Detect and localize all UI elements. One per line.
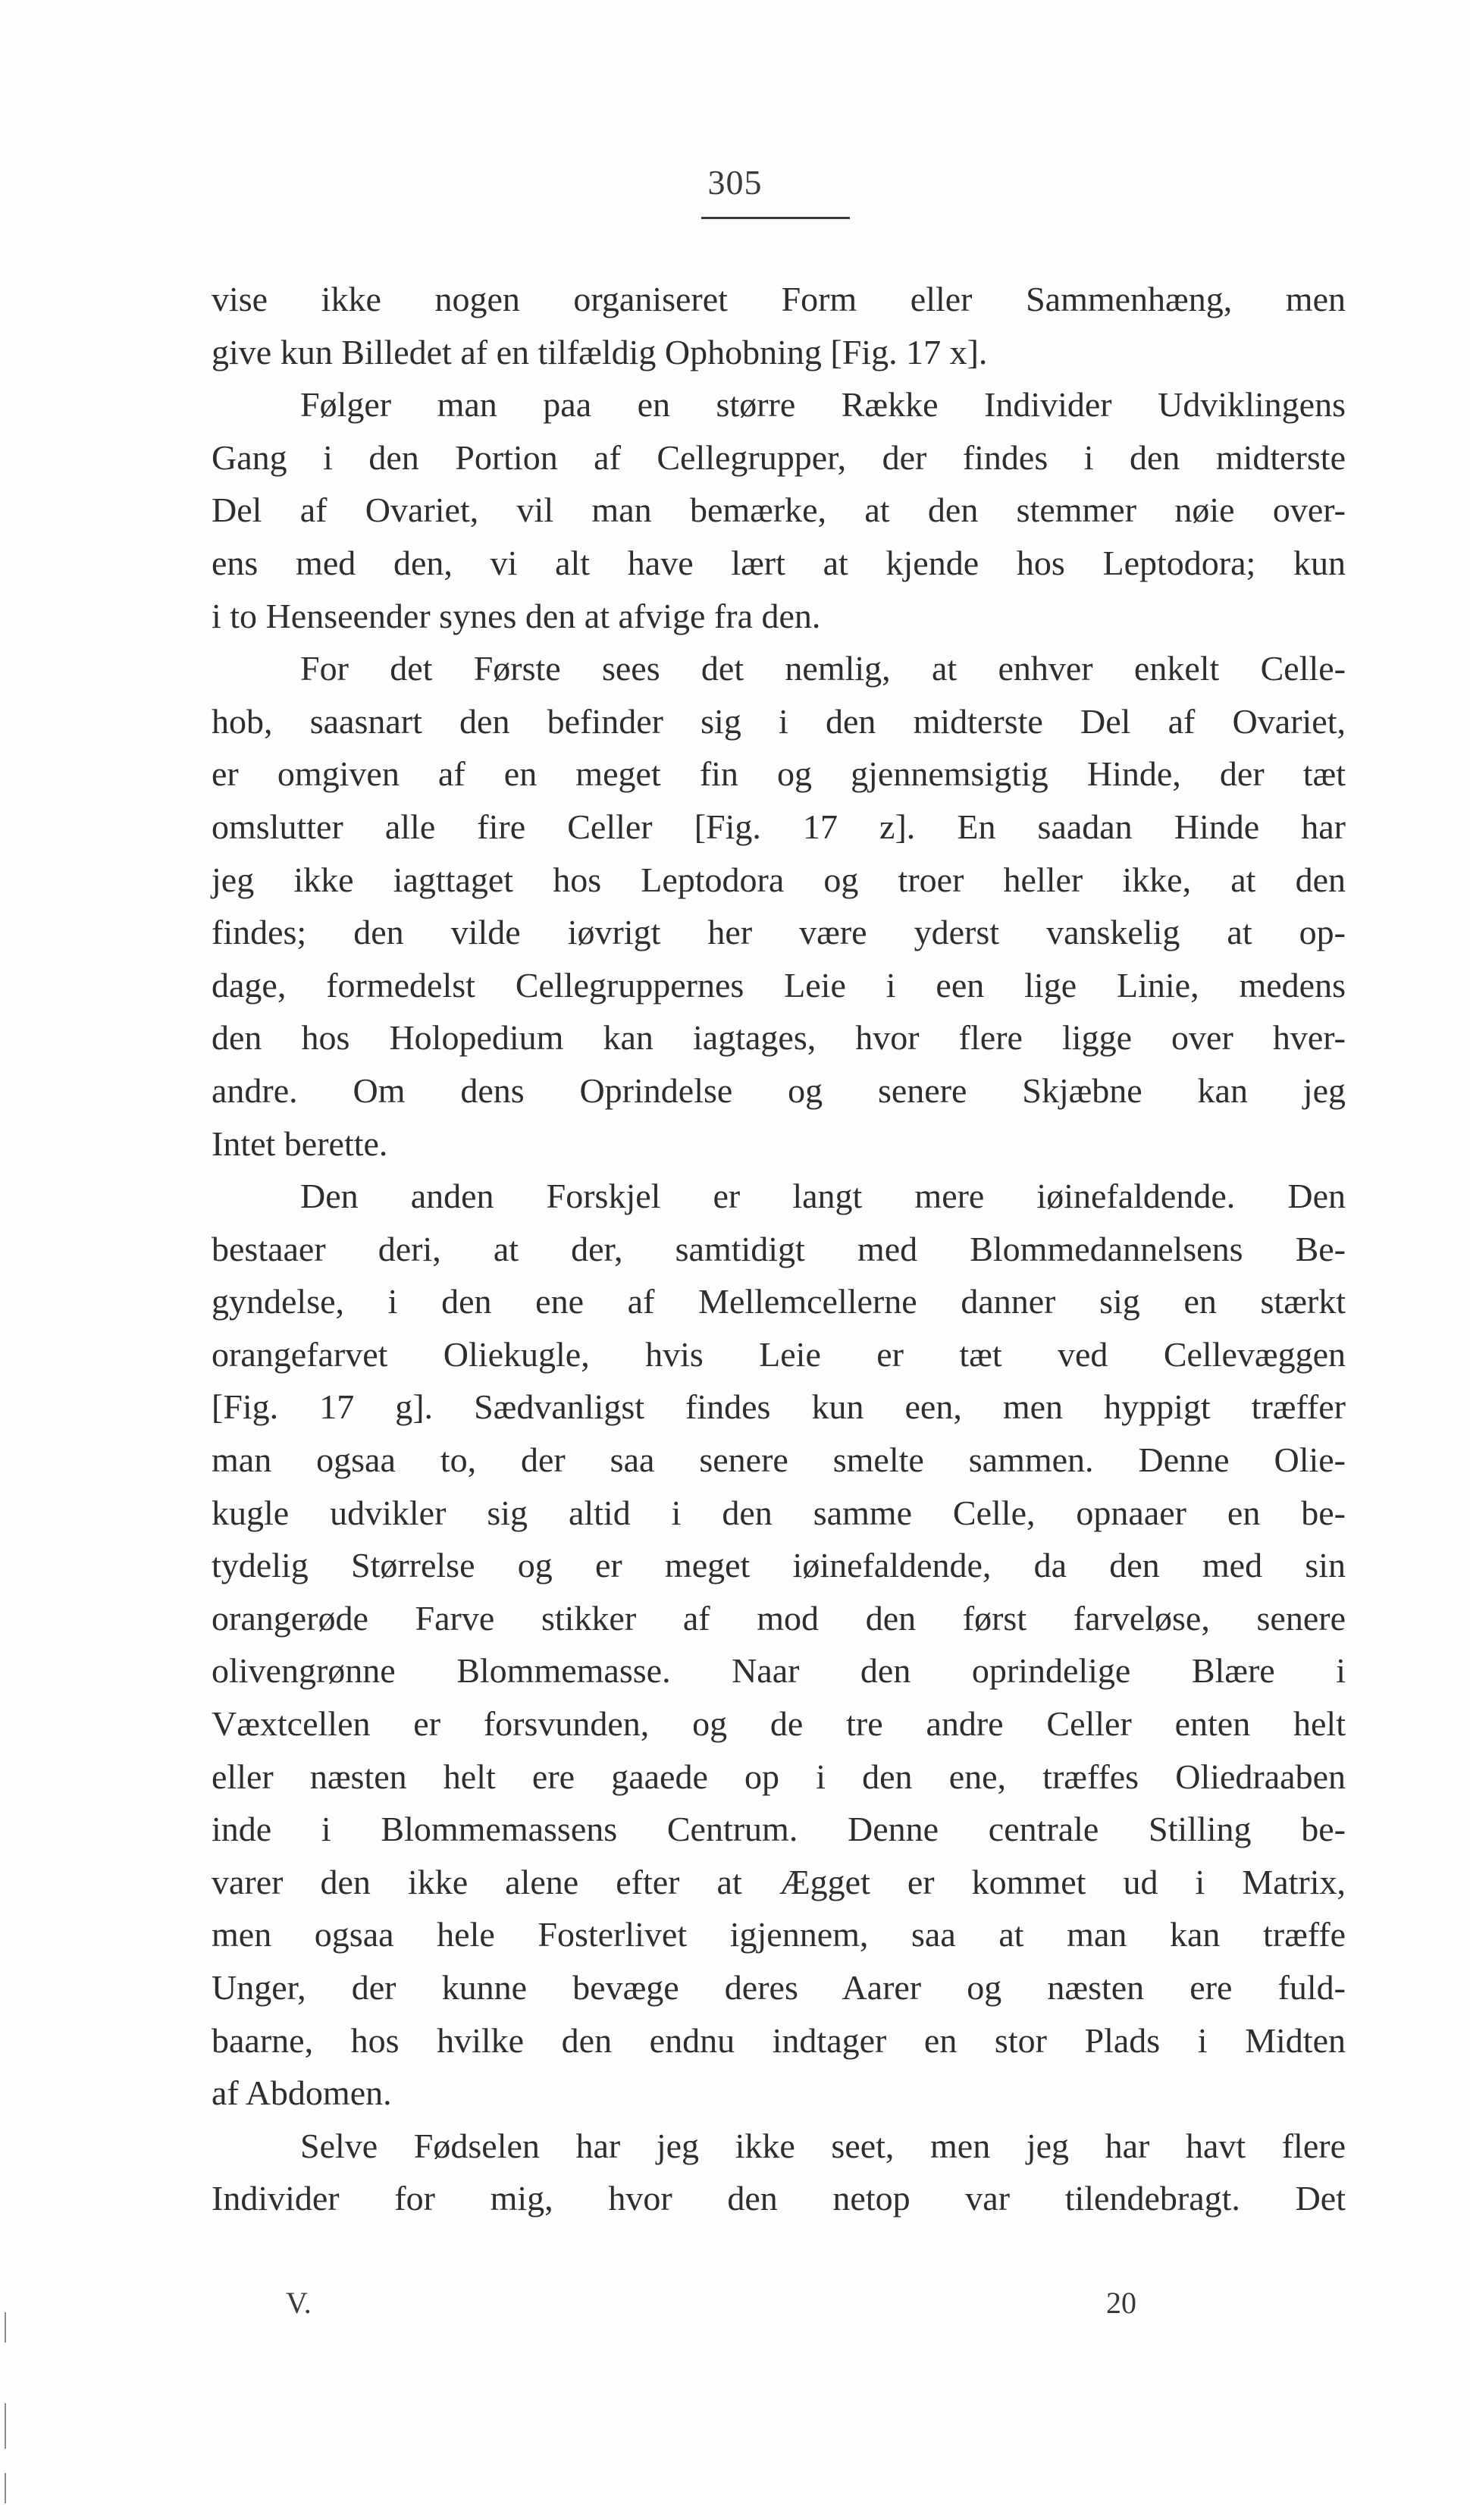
text-line: man ogsaa to, der saa senere smelte sammen. Denne Olie- <box>212 1440 1346 1480</box>
text-line: jeg ikke iagttaget hos Leptodora og troer heller ikke, at den <box>212 860 1346 899</box>
text-line: den hos Holopedium kan iagtages, hvor flere ligge over hver- <box>212 1018 1346 1058</box>
text-line: orangefarvet Oliekugle, hvis Leie er tæt ved Cellevæggen <box>212 1334 1346 1374</box>
text-line: Gang i den Portion af Cellegrupper, der findes i den midterste <box>212 437 1346 477</box>
text-line: hob, saasnart den befinder sig i den midterste Del af Ovariet, <box>212 701 1346 741</box>
text-line: bestaaer deri, at der, samtidigt med Blommedannelsens Be- <box>212 1229 1346 1268</box>
header-rule <box>701 217 850 219</box>
text-line: give kun Billedet af en tilfældig Ophobning [Fig. 17 x]. <box>212 332 988 371</box>
text-line: orangerøde Farve stikker af mod den først farveløse, senere <box>212 1598 1346 1638</box>
text-line: baarne, hos hvilke den endnu indtager en stor Plads i Midten <box>212 2020 1346 2060</box>
text-line: Individer for mig, hvor den netop var tilendebragt. Det <box>212 2179 1346 2218</box>
text-line: Intet berette. <box>212 1124 388 1163</box>
text-line: [Fig. 17 g]. Sædvanligst findes kun een, men hyppigt træffer <box>212 1387 1346 1427</box>
binding-mark <box>5 2473 6 2503</box>
text-line: Selve Fødselen har jeg ikke seet, men jeg har havt flere <box>300 2126 1346 2165</box>
text-line: Følger man paa en større Række Individer Udviklingens <box>300 385 1346 425</box>
text-line: dage, formedelst Cellegruppernes Leie i een lige Linie, medens <box>212 965 1346 1005</box>
text-line: gyndelse, i den ene af Mellemcellerne danner sig en stærkt <box>212 1282 1346 1321</box>
text-line: Væxtcellen er forsvunden, og de tre andre Celler enten helt <box>212 1704 1346 1744</box>
text-line: For det Første sees det nemlig, at enhver enkelt Celle- <box>300 649 1346 688</box>
text-line: kugle udvikler sig altid i den samme Celle, opnaaer en be- <box>212 1493 1346 1532</box>
text-line: eller næsten helt ere gaaede op i den ene, træffes Oliedraaben <box>212 1757 1346 1796</box>
body-text <box>212 273 1346 2225</box>
text-line: omslutter alle fire Celler [Fig. 17 z]. En saadan Hinde har <box>212 807 1346 846</box>
text-line: ens med den, vi alt have lært at kjende hos Leptodora; kun <box>212 543 1346 582</box>
text-line: Den anden Forskjel er langt mere iøinefaldende. Den <box>300 1177 1346 1216</box>
text-line: varer den ikke alene efter at Ægget er kommet ud i Matrix, <box>212 1862 1346 1901</box>
text-line: tydelig Størrelse og er meget iøinefaldende, da den med sin <box>212 1546 1346 1585</box>
sheet-number: 20 <box>1106 2286 1136 2320</box>
text-line: i to Henseender synes den at afvige fra den. <box>212 596 821 635</box>
text-line: af Abdomen. <box>212 2073 392 2113</box>
text-line: Del af Ovariet, vil man bemærke, at den stemmer nøie over- <box>212 491 1346 530</box>
binding-mark <box>5 2403 6 2449</box>
text-line: vise ikke nogen organiseret Form eller Sammenhæng, men <box>212 280 1346 318</box>
text-line: Unger, der kunne bevæge deres Aarer og næsten ere fuld- <box>212 1968 1346 2007</box>
text-line: inde i Blommemassens Centrum. Denne centrale Stilling be- <box>212 1810 1346 1849</box>
text-line: men ogsaa hele Fosterlivet igjennem, saa at man kan træffe <box>212 1915 1346 1954</box>
binding-mark <box>5 2312 6 2343</box>
text-line: findes; den vilde iøvrigt her være yderst vanskelig at op- <box>212 913 1346 952</box>
page-number: 305 <box>707 163 763 202</box>
text-line: er omgiven af en meget fin og gjennemsigtig Hinde, der tæt <box>212 754 1346 794</box>
text-line: olivengrønne Blommemasse. Naar den oprindelige Blære i <box>212 1651 1346 1691</box>
signature-mark: V. <box>286 2286 312 2320</box>
text-line: andre. Om dens Oprindelse og senere Skjæbne kan jeg <box>212 1070 1346 1110</box>
